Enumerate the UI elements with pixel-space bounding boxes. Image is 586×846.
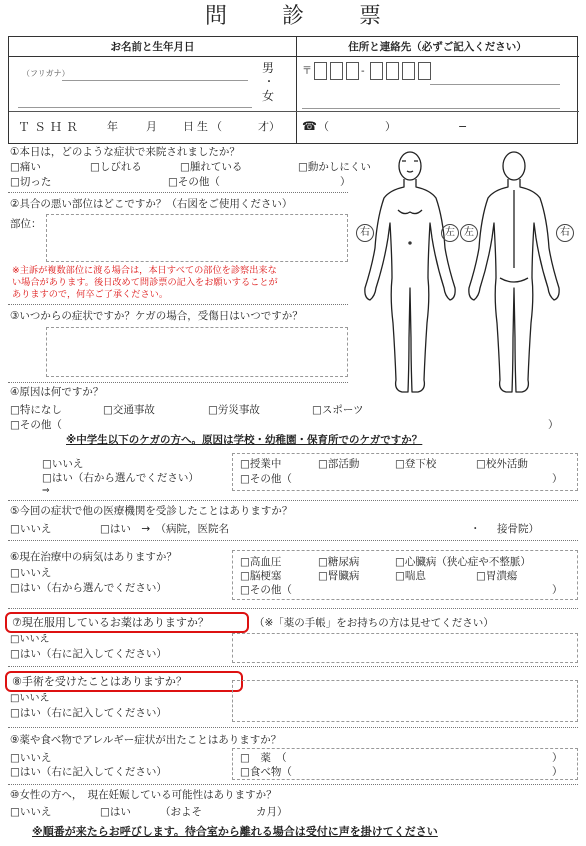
- q6-question: ⑥現在治療中の病気はありますか？: [10, 551, 177, 563]
- q1-other-close: ）: [340, 176, 351, 188]
- q8-question: ⑧手術を受けたことはありますか？: [12, 675, 187, 688]
- postal-digit-box[interactable]: [346, 62, 359, 80]
- patient-info-table: [8, 36, 578, 144]
- back-right-marker: 右: [556, 224, 574, 242]
- phone-open-paren: （: [318, 120, 329, 133]
- postal-digit-box[interactable]: [370, 62, 383, 80]
- q10-yes[interactable]: □はい: [100, 806, 131, 818]
- postal-digit-box[interactable]: [314, 62, 327, 80]
- q4-school-no[interactable]: □いいえ: [42, 458, 84, 470]
- back-left-marker: 左: [460, 224, 478, 242]
- divider: [8, 500, 578, 501]
- q6-opt-kidney[interactable]: □腎臓病: [318, 570, 360, 582]
- q2-note-line1: ※主訴が複数部位に渡る場合は，本日すべての部位を診察出来な: [12, 265, 277, 276]
- phone-icon: ☎: [302, 119, 317, 133]
- q5-yes[interactable]: □はい → （病院，医院名: [100, 523, 229, 535]
- q2-area-field[interactable]: [46, 214, 348, 262]
- furigana-label: （フリガナ）: [22, 69, 70, 78]
- q8-no[interactable]: □いいえ: [10, 693, 50, 703]
- q2-question: ②具合の悪い部位はどこですか？（右図をご使用ください）: [10, 198, 293, 210]
- q1-option-swollen[interactable]: □腫れている: [180, 161, 243, 173]
- divider: [296, 111, 579, 112]
- postal-dash: -: [361, 66, 365, 77]
- back-figure-icon: [469, 152, 559, 392]
- name-field[interactable]: [18, 107, 252, 108]
- divider: [8, 382, 348, 383]
- birth-month-label: 月: [146, 120, 157, 133]
- gender-male-option[interactable]: 男: [262, 61, 275, 75]
- age-label: 才）: [258, 120, 280, 133]
- q5-question: ⑤今回の症状で他の医療機関を受診したことはありますか？: [10, 505, 293, 517]
- q10-no[interactable]: □いいえ: [10, 806, 52, 818]
- q4-place-class[interactable]: □授業中: [240, 458, 282, 470]
- q6-opt-stroke[interactable]: □脳梗塞: [240, 570, 282, 582]
- q4-option-other[interactable]: □その他（: [10, 419, 62, 431]
- page-title: 問 診 票: [205, 4, 405, 29]
- furigana-field[interactable]: [62, 80, 248, 81]
- address-column-header: 住所と連絡先（必ずご記入ください）: [296, 37, 579, 57]
- postal-digit-box[interactable]: [418, 62, 431, 80]
- phone-dash: −: [458, 120, 468, 133]
- divider: [8, 304, 348, 305]
- q10-question: ⑩女性の方へ， 現在妊娠している可能性はありますか？: [10, 789, 277, 801]
- q4-school-subquestion: ※中学生以下のケガの方へ。原因は学校・幼稚園・保育所でのケガですか？: [66, 434, 423, 446]
- address-line[interactable]: [430, 84, 560, 85]
- q1-option-stiff[interactable]: □動かしにくい: [298, 161, 371, 173]
- front-figure-icon: [365, 152, 455, 392]
- postal-digit-box[interactable]: [330, 62, 343, 80]
- arrow-icon: ⇒: [42, 486, 50, 496]
- q1-option-numb[interactable]: □しびれる: [90, 161, 142, 173]
- q6-opt-hypertension[interactable]: □高血圧: [240, 556, 282, 568]
- q6-opt-heart[interactable]: □心臓病（狭心症や不整脈）: [395, 556, 531, 568]
- phone-close-paren: ）: [385, 120, 396, 133]
- footer-notice: ※順番が来たらお呼びします。待合室から離れる場合は受付に声を掛けてください: [32, 825, 438, 838]
- q8-yes[interactable]: □はい（右に記入してください）: [10, 707, 167, 719]
- q9-drug-option[interactable]: □ 薬 （: [240, 752, 287, 764]
- q5-clinic-label: 接骨院）: [497, 523, 539, 535]
- divider: [8, 727, 578, 728]
- q7-note: （※「薬の手帳」をお持ちの方は見せてください）: [254, 617, 494, 629]
- q7-answer-field[interactable]: [232, 633, 578, 663]
- q6-opt-asthma[interactable]: □喘息: [395, 570, 426, 582]
- q1-option-cut[interactable]: □切った: [10, 176, 52, 188]
- divider: [8, 540, 578, 541]
- q6-other-close: ）: [552, 584, 563, 596]
- q3-question: ③いつからの症状ですか？ケガの場合，受傷日はいつですか？: [10, 310, 303, 322]
- q2-area-label: 部位：: [10, 218, 42, 230]
- q4-place-club[interactable]: □部活動: [318, 458, 360, 470]
- divider: [8, 192, 348, 193]
- q2-note-line3: ありますので，何卒ご了承ください。: [12, 289, 169, 300]
- q2-note-line2: い場合があります。後日改めて問診票の記入をお願いすることが: [12, 277, 278, 288]
- q5-no[interactable]: □いいえ: [10, 523, 52, 535]
- q10-months-label: カ月）: [256, 806, 288, 818]
- body-diagram[interactable]: [360, 148, 568, 396]
- q7-yes[interactable]: □はい（右に記入してください）: [10, 648, 167, 660]
- q4-other-close: ）: [548, 419, 559, 431]
- q4-option-traffic[interactable]: □交通事故: [103, 404, 155, 416]
- q4-place-close: ）: [552, 473, 563, 485]
- name-column-header: お名前と生年月日: [9, 37, 296, 57]
- era-options[interactable]: ＴＳＨＲ: [18, 120, 83, 134]
- birth-day-label: 日生（: [183, 120, 225, 133]
- q4-question: ④原因は何ですか？: [10, 386, 104, 398]
- q9-food-option[interactable]: □食べ物（: [240, 766, 292, 778]
- q1-question: ①本日は，どのような症状で来院されましたか？: [10, 146, 240, 158]
- postal-digit-box[interactable]: [386, 62, 399, 80]
- gender-female-option[interactable]: 女: [262, 89, 275, 103]
- q8-answer-field[interactable]: [232, 680, 578, 722]
- q4-option-none[interactable]: □特になし: [10, 404, 62, 416]
- front-right-marker: 右: [356, 224, 374, 242]
- birth-year-label: 年: [107, 120, 118, 133]
- gender-separator: ・: [264, 77, 274, 88]
- front-left-marker: 左: [441, 224, 459, 242]
- q5-separator: ・: [470, 523, 481, 535]
- divider: [8, 666, 578, 667]
- q6-no[interactable]: □いいえ: [10, 567, 52, 579]
- q9-no[interactable]: □いいえ: [10, 752, 52, 764]
- q9-food-close: ）: [552, 766, 563, 778]
- q1-option-other[interactable]: □その他（: [168, 176, 220, 188]
- q10-approx-label: （およそ: [160, 806, 202, 818]
- q4-place-other[interactable]: □その他（: [240, 473, 292, 485]
- divider: [8, 608, 578, 609]
- address-line[interactable]: [302, 108, 560, 109]
- q6-yes[interactable]: □はい（右から選んでください）: [10, 582, 167, 594]
- q4-place-outside[interactable]: □校外活動: [476, 458, 528, 470]
- postal-digit-box[interactable]: [402, 62, 415, 80]
- q9-drug-close: ）: [552, 752, 563, 764]
- postal-icon: 〒: [302, 66, 312, 77]
- q1-option-pain[interactable]: □痛い: [10, 161, 41, 173]
- divider: [9, 111, 296, 112]
- q4-place-commute[interactable]: □登下校: [395, 458, 437, 470]
- q4-school-yes[interactable]: □はい（右から選んでください）: [42, 472, 199, 484]
- q4-option-work[interactable]: □労災事故: [208, 404, 260, 416]
- q7-no[interactable]: □いいえ: [10, 634, 50, 644]
- q9-question: ⑨薬や食べ物でアレルギー症状が出たことはありますか？: [10, 734, 282, 746]
- q7-question: ⑦現在服用しているお薬はありますか？: [12, 616, 209, 629]
- q4-option-sports[interactable]: □スポーツ: [312, 404, 364, 416]
- q9-yes[interactable]: □はい（右に記入してください）: [10, 766, 167, 778]
- q6-opt-diabetes[interactable]: □糖尿病: [318, 556, 360, 568]
- divider: [296, 37, 297, 143]
- q6-opt-other[interactable]: □その他（: [240, 584, 292, 596]
- divider: [8, 784, 578, 785]
- q3-answer-field[interactable]: [46, 327, 348, 377]
- q6-opt-ulcer[interactable]: □胃潰瘍: [476, 570, 518, 582]
